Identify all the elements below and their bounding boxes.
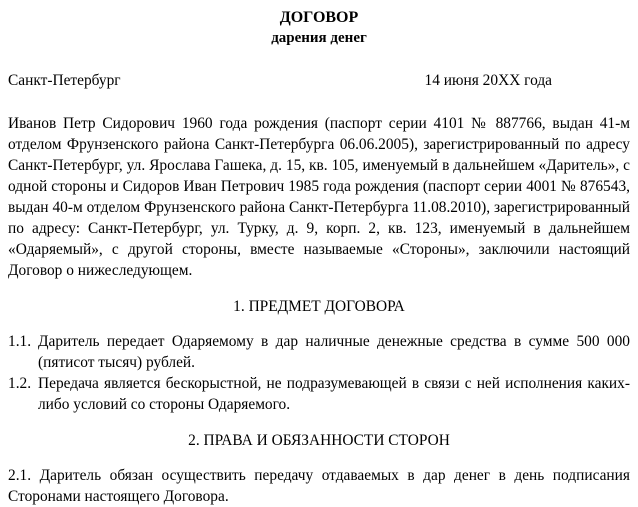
document-subtitle: дарения денег — [271, 30, 367, 46]
section-heading-2: 2. ПРАВА И ОБЯЗАННОСТИ СТОРОН — [188, 432, 450, 449]
intro-paragraph: Иванов Петр Сидорович 1960 года рождения (паспорт серии 4101 № 887766, выдан 41-м отделом Фрунзенского района Санкт-Петербурга 06.06.2005), зарегистрированный по адресу Санкт-Петербург, ул. Ярослава Гашека, д. 15, кв. 105, именуемый в дальнейшем «Даритель», с одной стороны и Сидоров Иван Петрович 1985 года рождения (паспорт серии 4001 № 876543, выдан 40-м отделом Фрунзенского района Санкт-Петербурга 11.08.2010), зарегистрированный по адресу: Санкт-Петербург, ул. Турку, д. 9, корп. 2, кв. 123, именуемый в дальнейшем «Одаряемый», с другой стороны, вместе называемые «Стороны», заключили настоящий Договор о нижеследующем. — [8, 115, 630, 279]
clause-2-1 — [8, 465, 630, 507]
contract-date: 14 июня 20ХХ года — [424, 72, 552, 89]
clause-text: Даритель передает Одаряемому в дар наличные денежные средства в сумме 500 000 (пятисот тысяч) рублей. — [38, 333, 630, 371]
clause-1-2 — [8, 373, 630, 415]
document-page — [0, 8, 638, 505]
clause-text: Передача является бескорыстной, не подразумевающей в связи с ней исполнения каких-либо условий со стороны Одаряемого. — [38, 375, 630, 413]
clause-number: 1.2. — [8, 375, 32, 392]
clause-text: Даритель обязан осуществить передачу отдаваемых в дар денег в день подписания Сторонами настоящего Договора. — [8, 467, 630, 505]
clause-number: 1.1. — [8, 333, 32, 350]
clause-1-1 — [8, 331, 630, 373]
place-date-row — [8, 70, 630, 91]
clause-number: 2.1. — [8, 467, 32, 484]
document-title: ДОГОВОР — [279, 9, 359, 26]
section-heading-1: 1. ПРЕДМЕТ ДОГОВОРА — [233, 298, 405, 315]
city: Санкт-Петербург — [8, 72, 121, 89]
